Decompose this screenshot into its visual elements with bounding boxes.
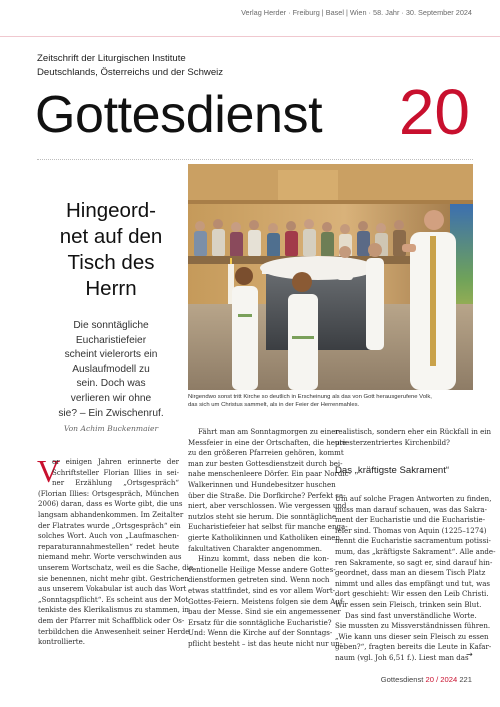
footer-magazine: Gottesdienst — [380, 675, 424, 684]
body-line: geordnet, dass man an diesem Tisch Platz — [335, 568, 486, 578]
body-line: dort geschieht: Wir essen den Leib Christi. — [335, 589, 489, 599]
body-line: 2006) daran, dass es Worte gibt, die uns — [38, 499, 183, 509]
body-line: aus unserem Vokabular ist auch das Wort — [38, 584, 187, 594]
body-line: Messfeier in eine der Ortschaften, die heute — [188, 437, 347, 447]
body-line: Und: Wenn die Kirche auf der Sonntags- — [188, 628, 333, 638]
body-column-3-top — [335, 427, 492, 448]
body-line: der Flatrates wurde „Ortsgespräch“ ein — [38, 520, 181, 530]
body-line: man zur besten Gottesdienstzeit durch bei- — [188, 458, 343, 468]
body-line: Das sind fast unverständliche Worte. — [345, 610, 477, 620]
continue-arrow-icon: → — [466, 650, 473, 659]
title-line: Herrn — [85, 277, 137, 300]
body-line: nahe menschenleere Dörfer. Ein paar Nordic- — [188, 469, 351, 479]
body-line: feier sind. Thomas von Aquin (1225–1274) — [335, 525, 487, 535]
body-line: dienstformen getreten sind. Wenn noch — [188, 575, 330, 585]
body-line: unserem Wortschatz, weil es die Sache, die — [38, 562, 194, 572]
lead-line: sein. Doch was — [76, 378, 146, 390]
body-line: geben?“, fragten bereits die Leute in Kafar- — [335, 642, 492, 652]
body-line: mum, das „kräftigste Sakrament“. Alle ande- — [335, 546, 496, 556]
subtitle-line-2: Deutschlands, Österreichs und der Schweiz — [37, 67, 224, 78]
body-line: ment der Eucharistie und die Eucharistie- — [335, 515, 486, 525]
body-line: nimmt und alles das empfängt und tut, was — [335, 578, 491, 588]
body-line: Wir essen sein Fleisch, trinken sein Blut. — [335, 599, 482, 609]
drop-cap: V — [37, 453, 61, 489]
body-line: fakultativen Charakter angenommen. — [188, 543, 323, 553]
body-line: niert, aber verschlossen. Wie vergessen und — [188, 501, 347, 511]
body-line: ren Sakramente, so sagt er, sind darauf hin- — [335, 557, 493, 567]
title-line: Hingeord- — [65, 199, 157, 222]
body-line: sie benennen, nicht mehr gibt. Gestrichen — [38, 573, 189, 583]
body-line: or einigen Jahren erinnerte der — [52, 457, 179, 466]
top-rule — [0, 36, 500, 37]
body-line: Gottes-Feiern. Meistens folgen sie dem Auf- — [188, 596, 345, 606]
body-line: „Wie kann uns dieser sein Fleisch zu essen — [335, 631, 489, 641]
body-line: Walkerinnen und Hundebesitzer huschen — [188, 479, 336, 489]
lead-line: sie? – Ein Zwischenruf. — [58, 407, 164, 419]
lead-line: Die sonntägliche — [73, 320, 149, 331]
section-heading: Das „kräftigste Sakrament“ — [335, 465, 450, 476]
body-line: (Florian Illies: Ortsgespräch, München — [38, 488, 179, 498]
lead-line: scheint vielerorts ein — [64, 349, 158, 361]
body-line: zu den größeren Pfarreien gehören, kommt — [188, 448, 344, 458]
body-line: priesterzentriertes Kirchenbild? — [335, 437, 450, 447]
body-line: terbildchen die Anwesenheit seiner Herde — [38, 626, 190, 636]
body-line: Eucharistiefeier hat selbst für manche enga- — [188, 522, 348, 532]
issue-number: 20 — [398, 76, 470, 148]
body-line: dem der Pfarrer mit Schaffblick oder Os- — [38, 615, 185, 625]
caption-line: Nirgendwo sonst tritt Kirche so deutlich in Erscheinung als das von Gott herausgerufene Volk, — [188, 394, 432, 400]
footer-issue: 20 / 2024 — [425, 675, 458, 684]
body-line: nennt die Eucharistie sacramentum potissi- — [335, 536, 491, 546]
body-line: Sie mussten zu Missverständnissen führen. — [335, 621, 491, 631]
lead-line: verlieren wir ohne — [70, 392, 152, 404]
body-column-1 — [37, 453, 194, 648]
body-line: ner Erzählung „Ortsgespräch“ — [52, 478, 179, 488]
title-line: net auf den — [59, 225, 163, 248]
body-line: Fährt man am Sonntagmorgen zu einer — [198, 427, 339, 436]
body-column-3 — [335, 494, 496, 664]
author-byline: Von Achim Buckenmaier — [63, 424, 159, 433]
body-line: muss man darauf schauen, was das Sakra- — [335, 504, 487, 514]
caption-line: das sich um Christus sammelt, als in der Feier der Herrenmahles. — [188, 402, 360, 408]
body-line: „Sonntagspflicht“. Es scheint aus der Mot- — [38, 594, 191, 604]
masthead-title: Gottesdienst — [35, 86, 323, 144]
masthead-divider — [37, 159, 473, 160]
body-line: langsam abhandenkommen. Im Zeitalter — [38, 509, 184, 519]
subtitle-line-1: Zeitschrift der Liturgischen Institute — [37, 53, 186, 64]
body-line: Schriftsteller Florian Illies in sei- — [52, 467, 179, 477]
photo-caption — [188, 393, 478, 409]
title-line: Tisch des — [67, 251, 155, 274]
article-photo — [188, 164, 473, 390]
body-line: pflicht besteht – ist das heute nicht nur un- — [188, 638, 343, 648]
body-line: Hinzu kommt, dass neben die kon- — [198, 554, 329, 564]
body-column-2 — [188, 427, 351, 649]
body-line: reparaturannahmestellen“ redet heute — [38, 541, 179, 551]
body-line: niemand mehr. Worte verschwinden aus — [38, 552, 182, 562]
body-line: kontrollierte. — [38, 637, 86, 647]
body-line: über die Straße. Die Dorfkirche? Perfekt sa- — [188, 490, 346, 500]
lead-line: Auslaufmodell zu — [72, 363, 150, 375]
body-line: naum (vgl. Joh 6,51 f.). Liest man das — [335, 652, 469, 662]
body-line: realistisch, sondern eher ein Rückfall in ein — [335, 427, 492, 436]
body-line: ventionelle Heilige Messe andere Gottes- — [188, 564, 336, 574]
body-line: etwas stattfindet, sind es vor allem Wort- — [188, 585, 336, 595]
body-line: Um auf solche Fragen Antworten zu finden, — [335, 494, 492, 503]
body-line: bau der Messe. Sind sie ein angemessener — [188, 607, 341, 617]
body-line: nutzlos steht sie herum. Die sonntägliche — [188, 511, 337, 521]
page-number: 221 — [459, 675, 472, 684]
article-title — [40, 198, 182, 302]
body-line: tenkiste des Klerikalismus zu stammen, in — [38, 605, 189, 615]
body-line: Ersatz für die sonntägliche Eucharistie? — [188, 617, 332, 627]
body-line: solches Wort. Auch von „Laufmaschen- — [38, 531, 179, 541]
publisher-line: Verlag Herder · Freiburg | Basel | Wien · 58. Jahr · 30. September 2024 — [241, 8, 472, 17]
article-lead — [40, 319, 182, 421]
page-footer — [381, 675, 472, 684]
journal-subtitle — [37, 52, 223, 80]
lead-line: Eucharistiefeier — [75, 334, 147, 346]
body-line: gierte Katholikinnen und Katholiken einen — [188, 532, 340, 542]
